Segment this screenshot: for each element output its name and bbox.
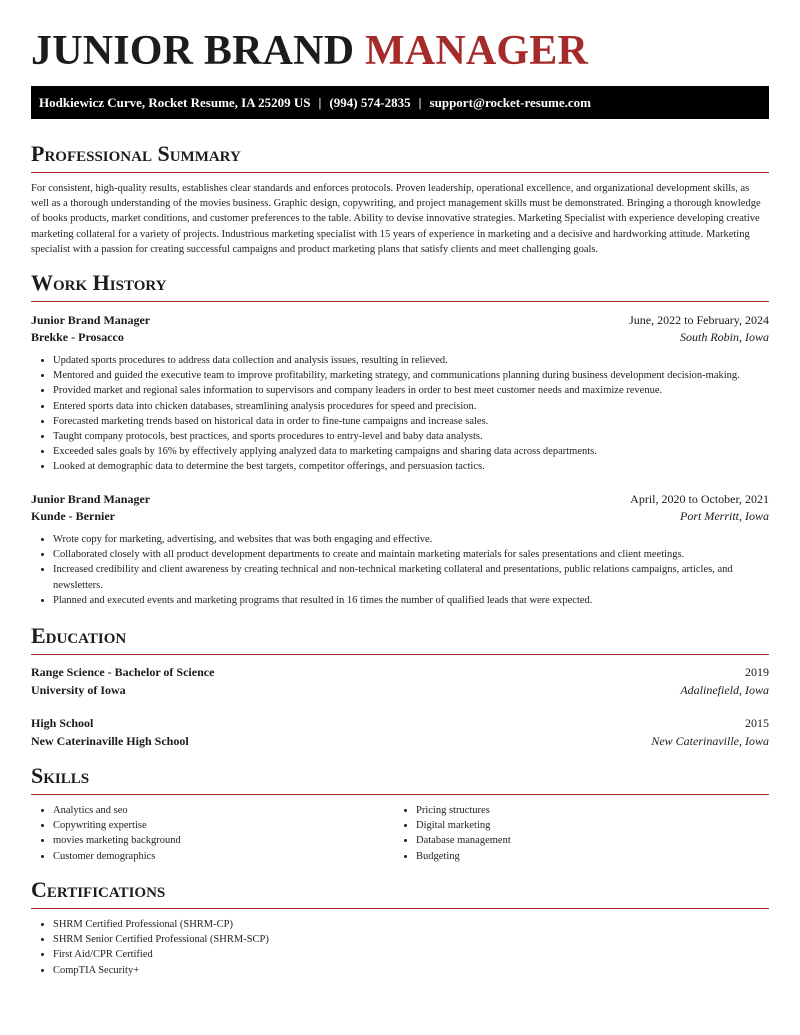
education-year: 2019 <box>745 665 769 679</box>
education-header <box>31 663 769 681</box>
education-header <box>31 714 769 732</box>
list-item: • Updated sports procedures to address data collection and analysis issues, resulting in relieved. <box>53 353 769 368</box>
job-dates: April, 2020 to October, 2021 <box>630 492 769 506</box>
list-item: • Looked at demographic data to determine the best targets, competitor offerings, and persuasion tactics. <box>53 459 769 474</box>
list-item: • SHRM Certified Professional (SHRM-CP) <box>53 917 769 932</box>
section-title-education: Education <box>31 623 127 648</box>
job-company: Brekke - Prosacco <box>31 330 124 344</box>
list-item: • Entered sports data into chicken databases, streamlining analysis procedures for speed and precision. <box>53 399 769 414</box>
list-item: • Pricing structures <box>416 803 764 818</box>
contact-address: Hodkiewicz Curve, Rocket Resume, IA 25209 US <box>39 95 311 110</box>
section-divider <box>31 908 769 909</box>
list-item: • Forecasted marketing trends based on historical data in order to fine-tune campaigns and increase sales. <box>53 414 769 429</box>
education-degree: High School <box>31 716 94 730</box>
job-subheader <box>31 507 769 525</box>
contact-email[interactable]: support@rocket-resume.com <box>429 95 591 110</box>
list-item: • Exceeded sales goals by 16% by effectively applying analyzed data to marketing campaigns and sharing data across departments. <box>53 444 769 459</box>
section-title-skills: Skills <box>31 763 90 788</box>
education-degree: Range Science - Bachelor of Science <box>31 665 215 679</box>
certifications-list <box>31 917 769 978</box>
education-subheader <box>31 732 769 750</box>
list-item: • Planned and executed events and marketing programs that resulted in 16 times the number of qualified leads that were expected. <box>53 593 769 608</box>
job-header <box>31 311 769 329</box>
summary-text: For consistent, high-quality results, establishes clear standards and enforces protocols. Proven leadership, operational excellence, and organizational development skills, as well as a thorough understanding of the movies business. Graphic design, copywriting, and project management skills must be demonstrated. Bringing a thorough knowledge of books products, market conditions, and customer preferences to the table. Ability to devise innovative strategies. Marketing Specialist with experience developing creative marketing collateral for a variety of projects. Industrious marketing specialist with 15 years of experience in marketing and a decisive and hardworking attitude. Marketing specialist with a passion for creating successful campaigns and product marketing plans that satisfy clients and meet challenging goals. <box>31 183 761 255</box>
job-dates: June, 2022 to February, 2024 <box>629 313 769 327</box>
list-item: • Taught company protocols, best practices, and sports procedures to entry-level and baby data analysts. <box>53 429 769 444</box>
job-location: Port Merritt, Iowa <box>680 509 769 523</box>
contact-bar <box>31 86 769 119</box>
job-bullets <box>31 532 769 608</box>
list-item: • SHRM Senior Certified Professional (SHRM-SCP) <box>53 932 769 947</box>
education-school: University of Iowa <box>31 683 126 697</box>
education-school: New Caterinaville High School <box>31 734 189 748</box>
contact-separator: | <box>318 95 322 110</box>
list-item: • First Aid/CPR Certified <box>53 947 769 962</box>
name-accent: MANAGER <box>364 28 589 74</box>
job-location: South Robin, Iowa <box>680 330 769 344</box>
skills-list-right <box>394 803 764 864</box>
list-item: • Analytics and seo <box>53 803 391 818</box>
skills-list-left <box>31 803 391 864</box>
contact-separator: | <box>418 95 422 110</box>
job-bullets <box>31 353 769 475</box>
list-item: • movies marketing background <box>53 833 391 848</box>
education-location: New Caterinaville, Iowa <box>651 734 769 748</box>
list-item: • Wrote copy for marketing, advertising, and websites that was both engaging and effective. <box>53 532 769 547</box>
section-divider <box>31 794 769 795</box>
list-item: • Customer demographics <box>53 849 391 864</box>
job-role: Junior Brand Manager <box>31 492 151 506</box>
section-divider <box>31 172 769 173</box>
list-item: • Collaborated closely with all product development departments to create and maintain marketing materials for sales presentations and client meetings. <box>53 547 769 562</box>
job-subheader <box>31 328 769 346</box>
job-role: Junior Brand Manager <box>31 313 151 327</box>
education-subheader <box>31 681 769 699</box>
job-company: Kunde - Bernier <box>31 509 115 523</box>
list-item: • Increased credibility and client awareness by creating technical and non-technical marketing collateral and presentations, public relations campaigns, articles, and newsletters. <box>53 562 769 592</box>
list-item: • Database management <box>416 833 764 848</box>
section-title-summary: Professional Summary <box>31 141 241 166</box>
education-location: Adalinefield, Iowa <box>680 683 769 697</box>
list-item: • Budgeting <box>416 849 764 864</box>
list-item: • Digital marketing <box>416 818 764 833</box>
section-title-work: Work History <box>31 270 167 295</box>
name-main: JUNIOR BRAND <box>31 28 355 74</box>
education-year: 2015 <box>745 716 769 730</box>
section-title-certifications: Certifications <box>31 877 166 902</box>
list-item: • Mentored and guided the executive team to improve profitability, marketing strategy, and communications planning during business development decision-making. <box>53 368 769 383</box>
job-header <box>31 490 769 508</box>
section-divider <box>31 301 769 302</box>
list-item: • Provided market and regional sales information to supervisors and company leaders in order to best meet customer needs and maximize revenue. <box>53 383 769 398</box>
resume-name <box>31 27 588 75</box>
list-item: • Copywriting expertise <box>53 818 391 833</box>
section-divider <box>31 654 769 655</box>
contact-phone: (994) 574-2835 <box>329 95 411 110</box>
list-item: • CompTIA Security+ <box>53 963 769 978</box>
